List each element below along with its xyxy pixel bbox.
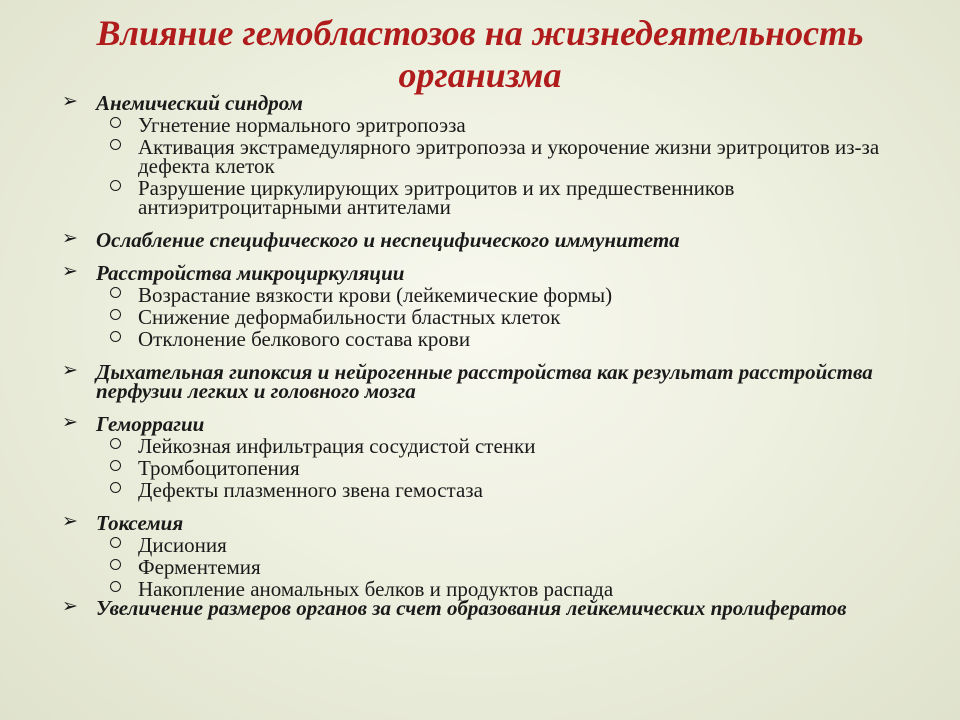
circle-bullet-icon [110, 482, 121, 493]
circle-bullet-icon [110, 331, 121, 342]
circle-bullet-icon [110, 581, 121, 592]
arrow-bullet-icon: ➢ [62, 90, 78, 112]
list-item-text: Отклонение белкового состава крови [138, 327, 471, 351]
section-heading [60, 227, 920, 252]
section-organ-enlargement [60, 595, 920, 620]
list-item-text: Возрастание вязкости крови (лейкемические формы) [138, 283, 613, 307]
list-item-text: Тромбоцитопения [138, 456, 300, 480]
list-item [60, 176, 920, 219]
sub-list [60, 533, 920, 601]
section-heading [60, 90, 920, 115]
circle-bullet-icon [110, 460, 121, 471]
list-item-text: Дисиония [138, 533, 227, 557]
list-item-text: Ферментемия [138, 555, 261, 579]
circle-bullet-icon [110, 117, 121, 128]
arrow-bullet-icon: ➢ [62, 227, 78, 249]
list-item [60, 456, 920, 480]
circle-bullet-icon [110, 180, 121, 191]
section-microcirculation [60, 260, 920, 351]
circle-bullet-icon [110, 139, 121, 150]
list-item [60, 113, 920, 137]
section-heading [60, 359, 920, 403]
section-toxemia [60, 510, 920, 601]
arrow-bullet-icon: ➢ [62, 260, 78, 282]
circle-bullet-icon [110, 438, 121, 449]
section-hemorrhages [60, 411, 920, 502]
list-item-text: Разрушение циркулирующих эритроцитов и их предшественников антиэритроцитарными антителами [138, 176, 735, 219]
list-item-text: Накопление аномальных белков и продуктов распада [138, 577, 614, 601]
list-item-text: Дефекты плазменного звена гемостаза [138, 478, 483, 502]
section-heading-text: Дыхательная гипоксия и нейрогенные расстройства как результат расстройства перфузии легких и головного мозга [96, 360, 873, 403]
arrow-bullet-icon: ➢ [62, 595, 78, 617]
section-heading [60, 510, 920, 535]
arrow-bullet-icon: ➢ [62, 411, 78, 433]
section-heading-text: Расстройства микроциркуляции [96, 261, 405, 285]
section-respiratory-hypoxia [60, 359, 920, 403]
section-heading-text: Токсемия [96, 511, 184, 535]
list-item-text: Снижение деформабильности бластных клеток [138, 305, 561, 329]
list-item [60, 327, 920, 351]
list-item [60, 434, 920, 458]
list-item [60, 555, 920, 579]
section-heading-text: Анемический синдром [96, 91, 303, 115]
list-item [60, 478, 920, 502]
circle-bullet-icon [110, 309, 121, 320]
list-item [60, 135, 920, 178]
section-heading [60, 411, 920, 436]
list-item-text: Лейкозная инфильтрация сосудистой стенки [138, 434, 536, 458]
list-item-text: Угнетение нормального эритропоэза [138, 113, 466, 137]
list-item [60, 305, 920, 329]
sub-list [60, 434, 920, 502]
section-immunity [60, 227, 920, 252]
slide-title: Влияние гемобластозов на жизнедеятельность организма [96, 13, 864, 95]
section-heading [60, 595, 920, 620]
slide-content [60, 90, 920, 632]
section-heading-text: Ослабление специфического и неспецифического иммунитета [96, 228, 680, 252]
list-item [60, 283, 920, 307]
section-anemic-syndrome [60, 90, 920, 219]
sub-list [60, 283, 920, 351]
list-item-text: Активация экстрамедулярного эритропоэза и укорочение жизни эритроцитов из-за дефекта клеток [138, 135, 880, 178]
section-heading-text: Геморрагии [96, 412, 205, 436]
circle-bullet-icon [110, 537, 121, 548]
list-item [60, 533, 920, 557]
circle-bullet-icon [110, 559, 121, 570]
arrow-bullet-icon: ➢ [62, 510, 78, 532]
sub-list [60, 113, 920, 219]
section-heading-text: Увеличение размеров органов за счет образования лейкемических пролифератов [96, 596, 847, 620]
circle-bullet-icon [110, 287, 121, 298]
arrow-bullet-icon: ➢ [62, 359, 78, 381]
section-heading [60, 260, 920, 285]
